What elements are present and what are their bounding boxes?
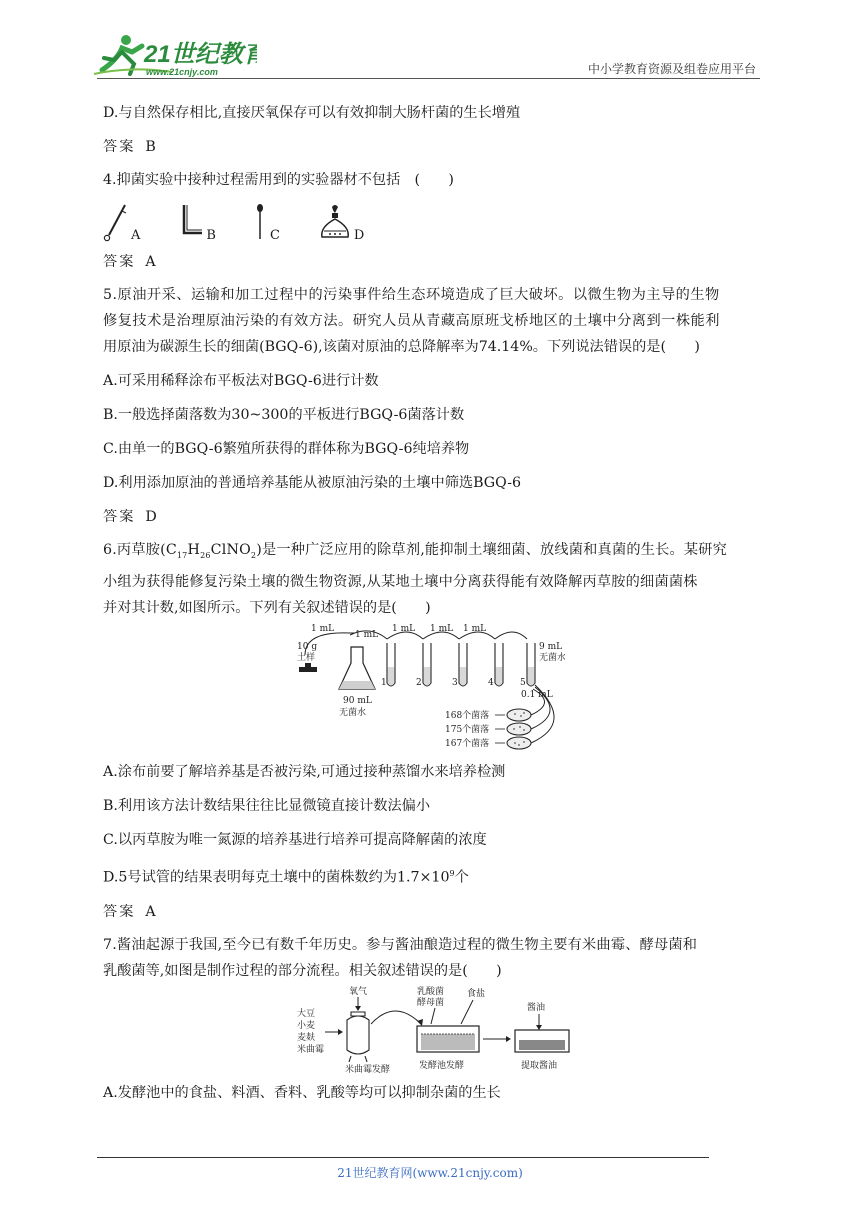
document-body [103, 100, 763, 1114]
swab-icon [254, 203, 268, 243]
answer-value: A [145, 254, 156, 270]
q6-answer [103, 899, 763, 925]
input-label: 小麦 [297, 1020, 316, 1031]
input-label: 麦麸 [297, 1032, 316, 1043]
transfer-arrow [495, 632, 527, 639]
stage-label: 米曲霉发酵 [345, 1064, 391, 1074]
tube-number: 3 [452, 677, 458, 688]
flask-water-label: 无菌水 [339, 707, 367, 718]
q4-stem: 4.抑菌实验中接种过程需用到的实验器材不包括 ( ) [103, 172, 454, 188]
petri-dishes [507, 709, 531, 749]
tube-water-label: 无菌水 [539, 652, 565, 663]
inoculating-loop-icon [103, 203, 129, 243]
serial-dilution-figure [295, 623, 763, 755]
q4-option-b-label: B [206, 228, 216, 243]
footer-divider [97, 1157, 709, 1158]
q6-option-d: D.5号试管的结果表明每克土壤中的菌株数约为$1.7\times 10^9$个 [103, 868, 469, 886]
balance-icon [299, 663, 317, 672]
header-divider [97, 78, 760, 79]
extraction-tank-icon [515, 1030, 569, 1052]
q3-option-d: D.与自然保存相比,直接厌氧保存可以有效抑制大肠杆菌的生长增殖 [103, 105, 521, 121]
transfer-volume-label: 1 mL [430, 623, 454, 634]
answer-value: D [145, 509, 157, 525]
q5-stem-line2: 修复技术是治理原油污染的有效方法。研究人员从青藏高原班戈桥地区的土壤中分离到一株能利 [103, 313, 720, 329]
flask-volume-label: 90 mL [343, 695, 372, 706]
q4-options [103, 201, 763, 243]
site-logo [92, 30, 257, 80]
tube-volume-label: 9 mL [539, 641, 563, 652]
tube-number: 2 [416, 677, 422, 688]
logo-text: 21世纪教育 [144, 41, 257, 68]
q7-option-a: A.发酵池中的食盐、料酒、香料、乳酸等均可以抑制杂菌的生长 [103, 1084, 501, 1101]
stage-label: 发酵池发酵 [419, 1060, 465, 1071]
q4-answer [103, 249, 763, 275]
answer-value: A [145, 903, 156, 920]
q5-option-a: A.可采用稀释涂布平板法对BGQ-6进行计数 [103, 373, 379, 389]
answer-label: 答案 [103, 139, 136, 155]
plating-volume-label: 0.1 mL [521, 689, 553, 700]
q4-option-b [178, 203, 216, 243]
fermenter-tank-icon [347, 1012, 369, 1062]
platform-name: 中小学教育资源及组卷应用平台 [587, 62, 756, 76]
soil-sample-mass: 10 g [297, 641, 318, 652]
colony-count-label: 167个菌落 [445, 738, 490, 749]
q6-option-a: A.涂布前要了解培养基是否被污染,可通过接种蒸馏水来培养检测 [103, 763, 506, 780]
stage-label: 提取酱油 [521, 1060, 558, 1071]
input-label: 大豆 [297, 1008, 316, 1019]
tube-number: 5 [520, 677, 526, 688]
microbe-label: 酵母菌 [417, 997, 445, 1008]
answer-label: 答案 [103, 509, 136, 525]
footer-link[interactable]: 21世纪教育网(www.21cnjy.com) [337, 1166, 523, 1180]
soy-sauce-label: 酱油 [527, 1002, 546, 1013]
q6-stem-line1: 6.丙草胺$(C_{17}H_{26}ClNO_2)$是一种广泛应用的除草剂,能抑制土壤细菌、放线菌和真菌的生长。某研究 [103, 542, 728, 560]
transfer-volume-label: 1 mL [355, 629, 379, 640]
q5-option-d: D.利用添加原油的普通培养基能从被原油污染的土壤中筛选BGQ-6 [103, 475, 522, 491]
microbe-label: 乳酸菌 [417, 986, 445, 997]
q4-option-d-label: D [353, 228, 365, 243]
logo-url: www.21cnjy.com [146, 67, 218, 77]
salt-label: 食盐 [467, 988, 486, 999]
q6-stem-line3: 并对其计数,如图所示。下列有关叙述错误的是( ) [103, 599, 431, 616]
alcohol-lamp-icon [318, 203, 352, 243]
q4-option-a-label: A [131, 228, 141, 243]
q4-option-d [318, 203, 364, 243]
soil-sample-label: 土样 [297, 652, 316, 663]
transfer-volume-label: 1 mL [463, 623, 487, 634]
oxygen-label: 氧气 [349, 986, 368, 997]
fermentation-pool-icon [417, 1026, 479, 1052]
q4-option-c-label: C [269, 228, 280, 243]
transfer-volume-label: 1 mL [392, 623, 416, 634]
answer-value: B [145, 139, 156, 155]
q6-option-b: B.利用该方法计数结果往往比显微镜直接计数法偏小 [103, 797, 431, 814]
q5-answer [103, 504, 763, 530]
q3-answer [103, 134, 763, 160]
q4-option-c [254, 203, 280, 243]
q5-option-c: C.由单一的BGQ-6繁殖所获得的群体称为BGQ-6纯培养物 [103, 441, 470, 457]
q7-stem-line2: 乳酸菌等,如图是制作过程的部分流程。相关叙述错误的是( ) [103, 962, 502, 979]
answer-label: 答案 [103, 254, 136, 270]
q7-stem-line1: 7.酱油起源于我国,至今已有数千年历史。参与酱油酿造过程的微生物主要有米曲霉、酵母菌和 [103, 936, 698, 953]
q4-option-a [103, 203, 140, 243]
answer-label: 答案 [103, 903, 136, 920]
q5-stem-line1: 5.原油开采、运输和加工过程中的污染事件给生态环境造成了巨大破坏。以微生物为主导的生物 [103, 287, 720, 303]
input-label: 米曲霉 [297, 1044, 325, 1055]
q5-stem-line3: 用原油为碳源生长的细菌(BGQ-6),该菌对原油的总降解率为74.14%。下列说法错误的是( ) [103, 339, 700, 355]
tube-number: 1 [381, 677, 387, 688]
q5-option-b: B.一般选择菌落数为30~300的平板进行BGQ-6菌落计数 [103, 407, 465, 423]
q6-stem-line2: 小组为获得能修复污染土壤的微生物资源,从某地土壤中分离获得能有效降解丙草胺的细菌菌株 [103, 573, 698, 590]
colony-count-label: 175个菌落 [445, 724, 490, 735]
transfer-volume-label: 1 mL [311, 623, 335, 634]
spreader-rod-icon [178, 203, 204, 243]
q6-option-c: C.以丙草胺为唯一氮源的培养基进行培养可提高降解菌的浓度 [103, 831, 487, 848]
soy-sauce-process-figure [295, 984, 763, 1078]
tube-number: 4 [488, 677, 494, 688]
colony-count-label: 168个菌落 [445, 710, 490, 721]
